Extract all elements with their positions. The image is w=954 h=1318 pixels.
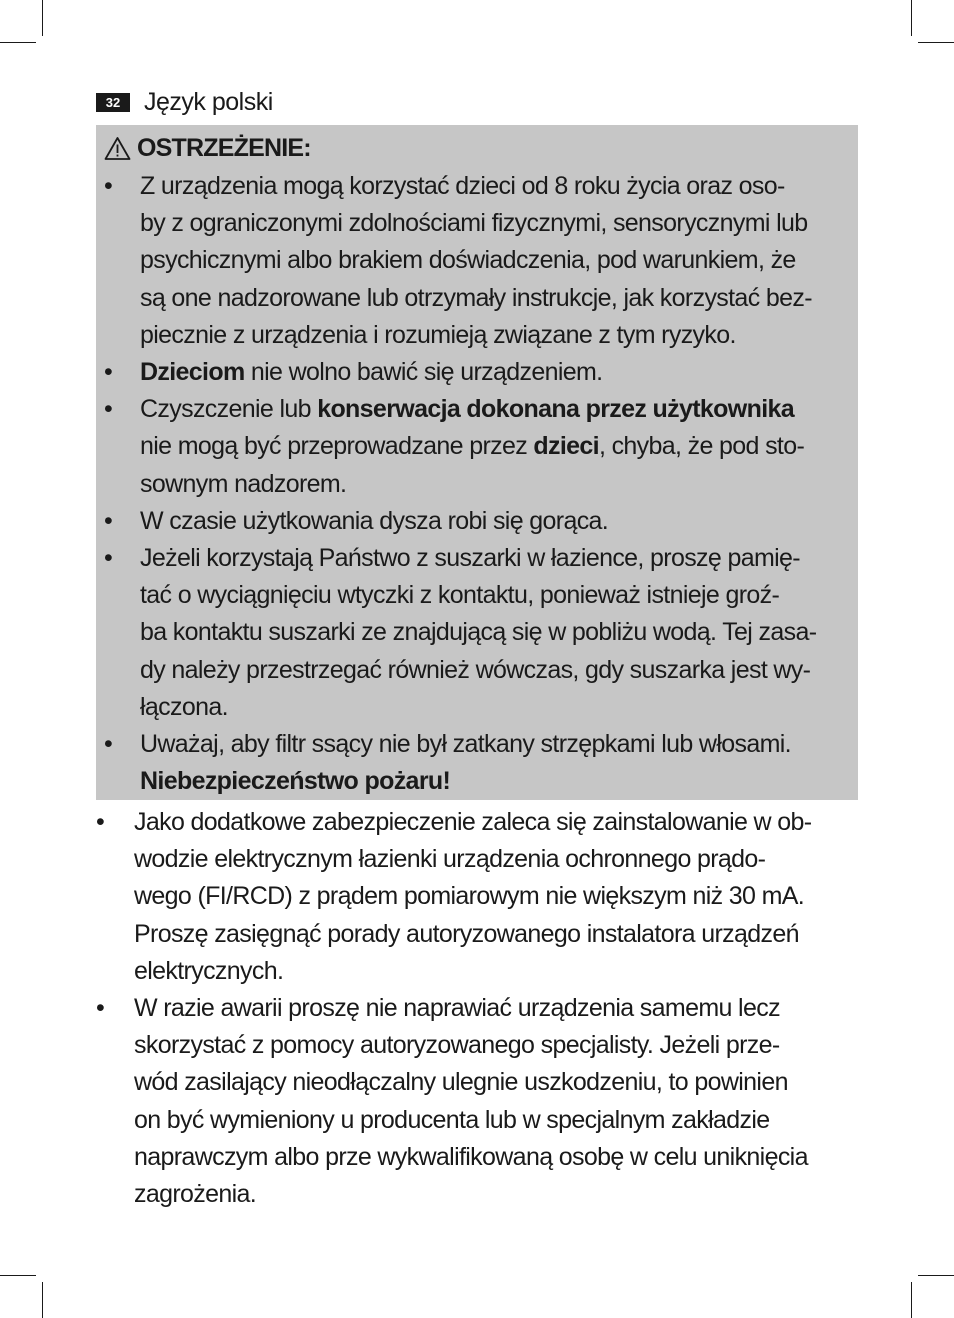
warning-box — [96, 125, 858, 800]
notes-list — [96, 804, 858, 1213]
crop-mark-top-right-v — [911, 0, 912, 36]
text-line: dy należy przestrzegać również wówczas, gdy suszarka jest wy- — [140, 655, 811, 684]
text-line: zagrożenia. — [134, 1180, 257, 1209]
list-item — [104, 503, 850, 540]
bullet: • — [96, 994, 105, 1023]
list-item — [104, 726, 850, 800]
text-line: wodzie elektrycznym łazienki urządzenia ochronnego prądo- — [134, 845, 766, 874]
text-line: są one nadzorowane lub otrzymały instrukcje, jak korzystać bez- — [140, 283, 812, 312]
warning-list — [104, 168, 850, 800]
bullet: • — [104, 544, 113, 573]
text-line: sownym nadzorem. — [140, 469, 347, 498]
text-line: W razie awarii proszę nie naprawiać urządzenia samemu lecz — [134, 994, 780, 1023]
text-line: piecznie z urządzenia i rozumieją związane z tym ryzyko. — [140, 320, 736, 349]
crop-mark-top-right-h — [918, 42, 954, 43]
bullet: • — [104, 395, 113, 424]
bold-text: konserwacja dokonana przez użytkownika — [317, 395, 795, 424]
text-line: elektrycznych. — [134, 956, 284, 985]
bullet: • — [104, 172, 113, 200]
crop-mark-bottom-left-v — [42, 1282, 43, 1318]
warning-triangle-icon — [104, 136, 137, 161]
crop-mark-top-left-h — [0, 42, 36, 43]
text-line — [140, 354, 850, 391]
text-line: Uważaj, aby filtr ssący nie był zatkany strzępkami lub włosami. — [140, 730, 791, 759]
text-line: łączona. — [140, 692, 228, 721]
crop-mark-top-left-v — [42, 0, 43, 36]
text-line: wego (FI/RCD) z prądem pomiarowym nie większym niż 30 mA. — [134, 882, 805, 911]
list-item — [96, 990, 858, 1213]
bullet: • — [96, 808, 105, 836]
text-line: Proszę zasięgnąć porady autoryzowanego instalatora urządzeń — [134, 919, 799, 948]
warning-title: OSTRZEŻENIE: — [137, 133, 311, 162]
text-line: psychicznymi albo brakiem doświadczenia, pod warunkiem, że — [140, 246, 796, 275]
bold-text: Niebezpieczeństwo pożaru! — [140, 767, 451, 796]
text-span: nie mogą być przeprowadzane przez — [140, 432, 534, 461]
text-line — [140, 428, 850, 465]
warning-heading — [104, 131, 850, 165]
text-line: wód zasilający nieodłączalny ulegnie uszkodzeniu, to powinien — [134, 1068, 788, 1097]
bold-text: dzieci — [533, 432, 599, 461]
list-item — [104, 168, 850, 354]
text-line: skorzystać z pomocy autoryzowanego specjalisty. Jeżeli prze- — [134, 1031, 780, 1060]
list-item — [104, 354, 850, 391]
text-line — [140, 763, 850, 800]
bold-text: Dzieciom — [140, 358, 245, 387]
bullet: • — [104, 730, 113, 759]
text-span: nie wolno bawić się urządzeniem. — [244, 358, 603, 387]
text-line: Jako dodatkowe zabezpieczenie zaleca się zainstalowanie w ob- — [134, 808, 812, 836]
notes-section — [96, 804, 858, 1213]
bullet: • — [104, 506, 113, 535]
crop-mark-bottom-left-h — [0, 1275, 36, 1276]
page-header — [96, 88, 273, 116]
crop-mark-bottom-right-v — [911, 1282, 912, 1318]
list-item — [96, 804, 858, 990]
text-line: by z ograniczonymi zdolnościami fizycznymi, sensorycznymi lub — [140, 209, 808, 238]
text-span: Czyszczenie lub — [140, 395, 318, 424]
page-number: 32 — [96, 93, 130, 112]
section-title: Język polski — [144, 87, 273, 116]
text-line: on być wymieniony u producenta lub w specjalnym zakładzie — [134, 1105, 770, 1134]
text-line: Jeżeli korzystają Państwo z suszarki w łazience, proszę pamię- — [140, 544, 800, 573]
text-line: Z urządzenia mogą korzystać dzieci od 8 roku życia oraz oso- — [140, 172, 785, 200]
list-item — [104, 391, 850, 503]
text-line: ba kontaktu suszarki ze znajdującą się w pobliżu wodą. Tej zasa- — [140, 618, 817, 647]
text-span: , chyba, że pod sto- — [598, 432, 805, 461]
text-line: tać o wyciągnięciu wtyczki z kontaktu, ponieważ istnieje groź- — [140, 581, 780, 610]
text-line: naprawczym albo prze wykwalifikowaną osobę w celu uniknięcia — [134, 1142, 808, 1171]
list-item — [104, 540, 850, 726]
text-line: W czasie użytkowania dysza robi się gorąca. — [140, 506, 609, 535]
text-line — [140, 391, 850, 428]
bullet: • — [104, 358, 113, 387]
crop-mark-bottom-right-h — [918, 1275, 954, 1276]
